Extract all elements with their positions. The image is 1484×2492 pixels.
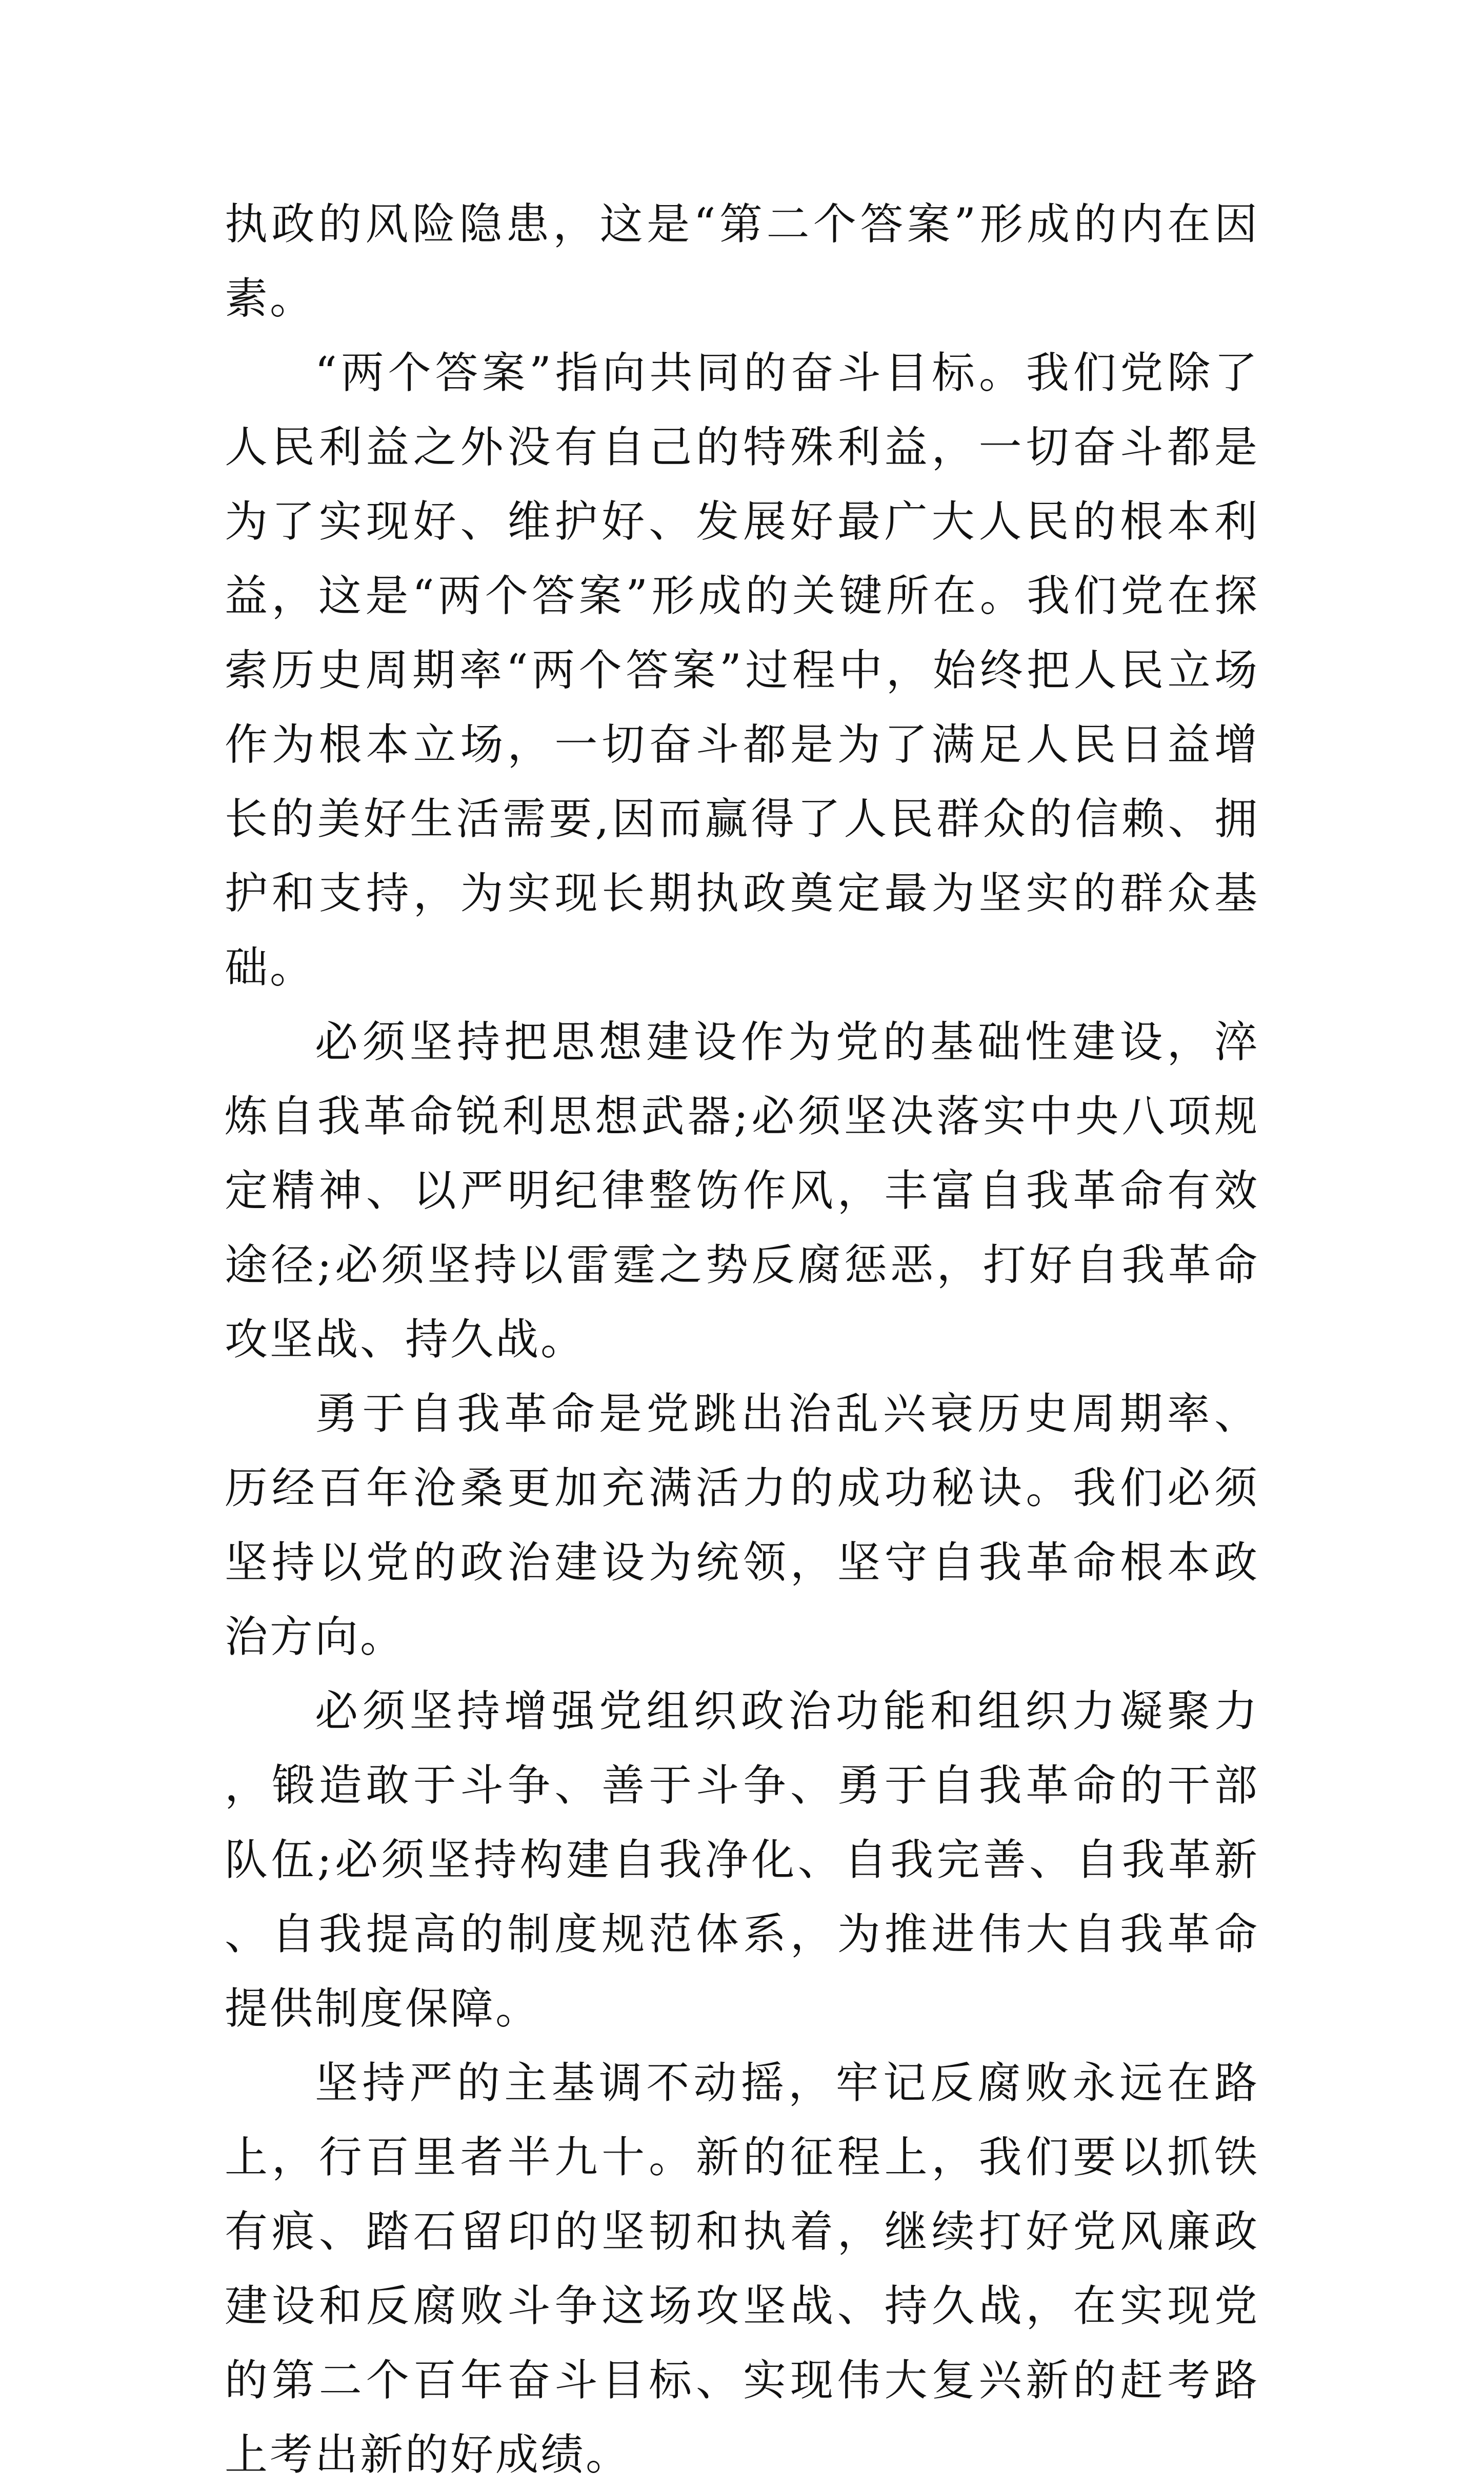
paragraph-2: “两个答案”指向共同的奋斗目标。我们党除了人民利益之外没有自己的特殊利益，一切奋斗都是为了实现好、维护好、发展好最广大人民的根本利益，这是“两个答案”形成的关键所在。我们党在探索历史周期率“两个答案”过程中，始终把人民立场作为根本立场，一切奋斗都是为了满足人民日益增长的美好生活需要,因而赢得了人民群众的信赖、拥护和支持，为实现长期执政奠定最为坚实的群众基础。 <box>225 348 1259 993</box>
paragraph-6: 坚持严的主基调不动摇，牢记反腐败永远在路上，行百里者半九十。新的征程上，我们要以抓铁有痕、踏石留印的坚韧和执着，继续打好党风廉政建设和反腐败斗争这场攻坚战、持久战，在实现党的第二个百年奋斗目标、实现伟大复兴新的赶考路上考出新的好成绩。 <box>225 2058 1259 2480</box>
paragraph-3: 必须坚持把思想建设作为党的基础性建设，淬炼自我革命锐利思想武器;必须坚决落实中央八项规定精神、以严明纪律整饬作风，丰富自我革命有效途径;必须坚持以雷霆之势反腐惩恶，打好自我革命攻坚战、持久战。 <box>225 1017 1259 1364</box>
paragraph-4: 勇于自我革命是党跳出治乱兴衰历史周期率、历经百年沧桑更加充满活力的成功秘诀。我们必须坚持以党的政治建设为统领，坚守自我革命根本政治方向。 <box>225 1389 1259 1662</box>
paragraph-5: 必须坚持增强党组织政治功能和组织力凝聚力，锻造敢于斗争、善于斗争、勇于自我革命的干部队伍;必须坚持构建自我净化、自我完善、自我革新、自我提高的制度规范体系，为推进伟大自我革命提供制度保障。 <box>225 1686 1259 2034</box>
body-text <box>225 187 1259 2492</box>
paragraph-1: 执政的风险隐患，这是“第二个答案”形成的内在因素。 <box>225 199 1259 324</box>
